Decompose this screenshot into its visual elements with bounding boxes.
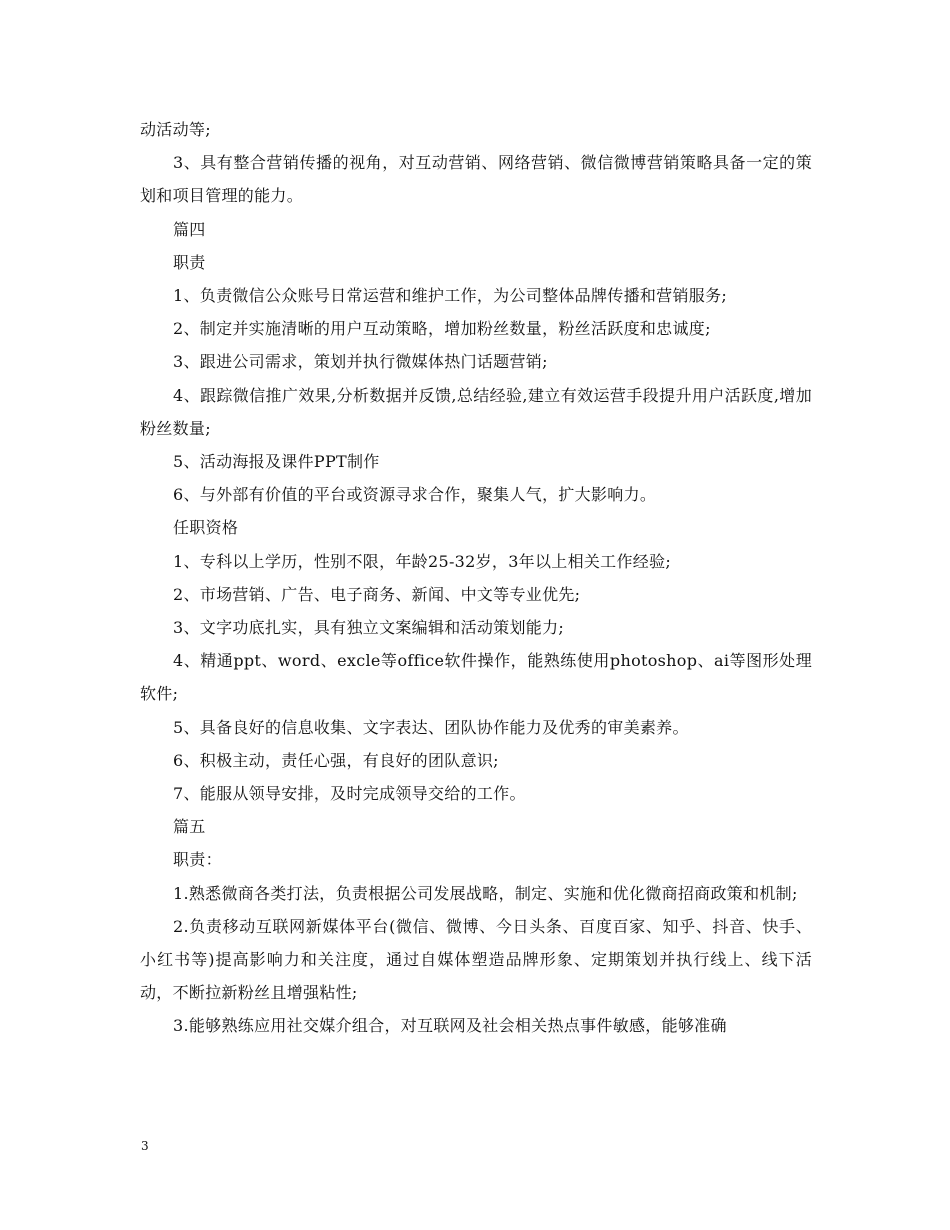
list-item: 2、制定并实施清晰的用户互动策略，增加粉丝数量，粉丝活跃度和忠诚度;: [173, 319, 711, 339]
subsection-heading: 职责：: [173, 850, 222, 870]
subsection-heading: 职责: [173, 252, 206, 272]
body-text: [140, 113, 812, 1043]
list-item: 4、精通ppt、word、excle等office软件操作，能熟练使用photoshop、ai等图形处理软件;: [140, 651, 812, 704]
list-item: 5、具备良好的信息收集、文字表达、团队协作能力及优秀的审美素养。: [173, 717, 689, 737]
page-number: 3: [141, 1139, 149, 1153]
list-item: 4、跟踪微信推广效果,分析数据并反馈,总结经验,建立有效运营手段提升用户活跃度,增加粉丝数量;: [140, 385, 812, 438]
section-heading: 篇五: [173, 817, 206, 837]
paragraph: 3、具有整合营销传播的视角，对互动营销、网络营销、微信微博营销策略具备一定的策划和项目管理的能力。: [140, 153, 812, 206]
list-item: 7、能服从领导安排，及时完成领导交给的工作。: [173, 784, 526, 804]
list-item: 1.熟悉微商各类打法，负责根据公司发展战略，制定、实施和优化微商招商政策和机制;: [173, 883, 798, 903]
list-item: 3、文字功底扎实，具有独立文案编辑和活动策划能力;: [173, 618, 565, 638]
list-item: 1、专科以上学历，性别不限，年龄25-32岁，3年以上相关工作经验;: [173, 551, 672, 571]
section-heading: 篇四: [173, 219, 206, 239]
subsection-heading: 任职资格: [173, 518, 239, 538]
list-item: 1、负责微信公众账号日常运营和维护工作，为公司整体品牌传播和营销服务;: [173, 286, 728, 306]
list-item: 2、市场营销、广告、电子商务、新闻、中文等专业优先;: [173, 584, 581, 604]
list-item: 3.能够熟练应用社交媒介组合，对互联网及社会相关热点事件敏感，能够准确: [173, 1016, 727, 1036]
list-item: 2.负责移动互联网新媒体平台(微信、微博、今日头条、百度百家、知乎、抖音、快手、小红书等)提高影响力和关注度，通过自媒体塑造品牌形象、定期策划并执行线上、线下活动，不断拉新粉丝且增强粘性;: [140, 916, 812, 1003]
list-item: 5、活动海报及课件PPT制作: [173, 452, 380, 472]
list-item: 6、与外部有价值的平台或资源寻求合作，聚集人气，扩大影响力。: [173, 485, 657, 505]
list-item: 3、跟进公司需求，策划并执行微媒体热门话题营销;: [173, 352, 548, 372]
paragraph: 动活动等;: [140, 120, 211, 139]
list-item: 6、积极主动，责任心强，有良好的团队意识;: [173, 750, 499, 770]
